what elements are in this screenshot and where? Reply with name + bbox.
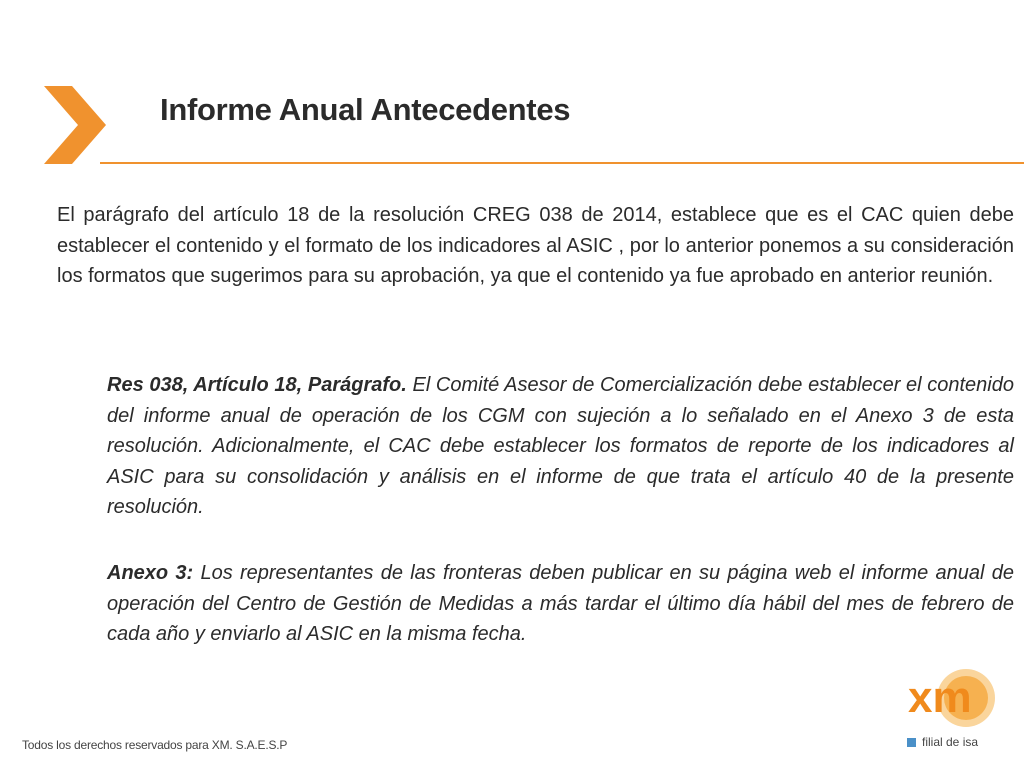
filial-square-icon — [907, 738, 916, 747]
xm-logo — [904, 668, 996, 728]
filial-text: filial de isa — [922, 735, 979, 749]
chevron-icon — [44, 86, 106, 164]
footer-rights: Todos los derechos reservados para XM. S.A.E.S.P — [22, 738, 288, 752]
logo-text: xm — [908, 673, 972, 722]
title-divider — [100, 162, 1024, 164]
annex-quote-text: Los representantes de las fronteras deben publicar en su página web el informe anual de operación del Centro de Gestión de Medidas a más tardar el último día hábil del mes de febrero de cada año y enviarlo al ASIC en la misma fecha. — [107, 562, 1014, 645]
resolution-quote-label: Res 038, Artículo 18, Parágrafo. — [107, 374, 407, 396]
page-title: Informe Anual Antecedentes — [160, 92, 571, 127]
resolution-quote — [107, 370, 1014, 523]
filial-label — [907, 735, 978, 749]
annex-quote-label: Anexo 3: — [107, 562, 194, 584]
intro-paragraph: El parágrafo del artículo 18 de la resolución CREG 038 de 2014, establece que es el CAC quien debe establecer el contenido y el formato de los indicadores al ASIC , por lo anterior ponemos a su consideración los formatos que sugerimos para su aprobación, ya que el contenido ya fue aprobado en anterior reunión. — [57, 204, 1014, 287]
annex-quote — [107, 558, 1014, 650]
resolution-quote-text: El Comité Asesor de Comercialización debe establecer el contenido del informe anual de operación de los CGM con sujeción a lo señalado en el Anexo 3 de esta resolución. Adicionalmente, el CAC debe establecer los formatos de reporte de los indicadores al ASIC para su consolidación y análisis en el informe de que trata el artículo 40 de la presente resolución. — [107, 374, 1014, 518]
